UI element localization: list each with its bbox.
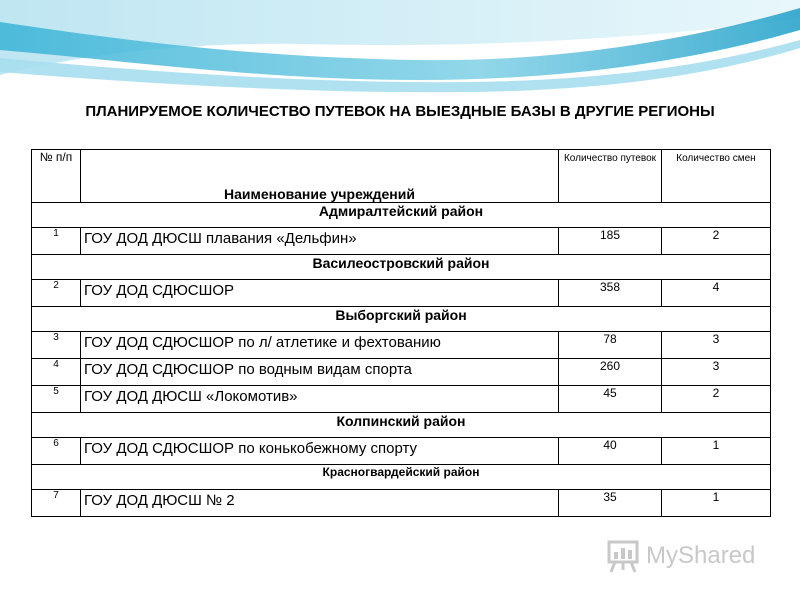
shifts-value: 2 bbox=[662, 386, 771, 413]
myshared-watermark bbox=[606, 536, 755, 576]
table-row bbox=[32, 228, 771, 255]
district-name: Адмиралтейский район bbox=[32, 203, 771, 228]
presentation-board-icon bbox=[606, 538, 640, 574]
row-number: 2 bbox=[32, 280, 81, 307]
header-shifts-count: Количество смен bbox=[662, 150, 771, 203]
district-row bbox=[32, 203, 771, 228]
institution-name: ГОУ ДОД СДЮСШОР bbox=[81, 280, 559, 307]
row-number: 4 bbox=[32, 359, 81, 386]
institution-name: ГОУ ДОД ДЮСШ № 2 bbox=[81, 490, 559, 517]
institution-name: ГОУ ДОД СДЮСШОР по водным видам спорта bbox=[81, 359, 559, 386]
shifts-value: 1 bbox=[662, 438, 771, 465]
institution-name: ГОУ ДОД ДЮСШ «Локомотив» bbox=[81, 386, 559, 413]
vouchers-value: 40 bbox=[559, 438, 662, 465]
vouchers-value: 78 bbox=[559, 332, 662, 359]
shifts-value: 4 bbox=[662, 280, 771, 307]
shifts-value: 3 bbox=[662, 332, 771, 359]
table-row bbox=[32, 359, 771, 386]
row-number: 1 bbox=[32, 228, 81, 255]
vouchers-value: 358 bbox=[559, 280, 662, 307]
header-wave-decoration bbox=[0, 0, 800, 110]
table-row bbox=[32, 386, 771, 413]
vouchers-value: 260 bbox=[559, 359, 662, 386]
row-number: 3 bbox=[32, 332, 81, 359]
row-number: 5 bbox=[32, 386, 81, 413]
table-header-row bbox=[32, 150, 771, 203]
district-row bbox=[32, 255, 771, 280]
district-name: Колпинский район bbox=[32, 413, 771, 438]
vouchers-value: 185 bbox=[559, 228, 662, 255]
row-number: 6 bbox=[32, 438, 81, 465]
vouchers-table bbox=[31, 149, 771, 517]
header-number: № п/п bbox=[32, 150, 81, 203]
vouchers-value: 45 bbox=[559, 386, 662, 413]
institution-name: ГОУ ДОД ДЮСШ плавания «Дельфин» bbox=[81, 228, 559, 255]
table-body bbox=[32, 203, 771, 517]
shifts-value: 2 bbox=[662, 228, 771, 255]
slide-title: ПЛАНИРУЕМОЕ КОЛИЧЕСТВО ПУТЕВОК НА ВЫЕЗДНЫЕ БАЗЫ В ДРУГИЕ РЕГИОНЫ bbox=[85, 103, 715, 120]
table-row bbox=[32, 490, 771, 517]
shifts-value: 3 bbox=[662, 359, 771, 386]
vouchers-value: 35 bbox=[559, 490, 662, 517]
district-name: Василеостровский район bbox=[32, 255, 771, 280]
table-row bbox=[32, 280, 771, 307]
watermark-text: MyShared bbox=[646, 542, 756, 569]
header-vouchers-count: Количество путевок bbox=[559, 150, 662, 203]
district-row bbox=[32, 413, 771, 438]
institution-name: ГОУ ДОД СДЮСШОР по конькобежному спорту bbox=[81, 438, 559, 465]
district-row bbox=[32, 307, 771, 332]
institution-name: ГОУ ДОД СДЮСШОР по л/ атлетике и фехтованию bbox=[81, 332, 559, 359]
table-row bbox=[32, 332, 771, 359]
table-row bbox=[32, 438, 771, 465]
shifts-value: 1 bbox=[662, 490, 771, 517]
district-name: Выборгский район bbox=[32, 307, 771, 332]
header-institution-name: Наименование учреждений bbox=[81, 150, 559, 203]
district-name: Красногвардейский район bbox=[32, 465, 771, 490]
district-row bbox=[32, 465, 771, 490]
row-number: 7 bbox=[32, 490, 81, 517]
